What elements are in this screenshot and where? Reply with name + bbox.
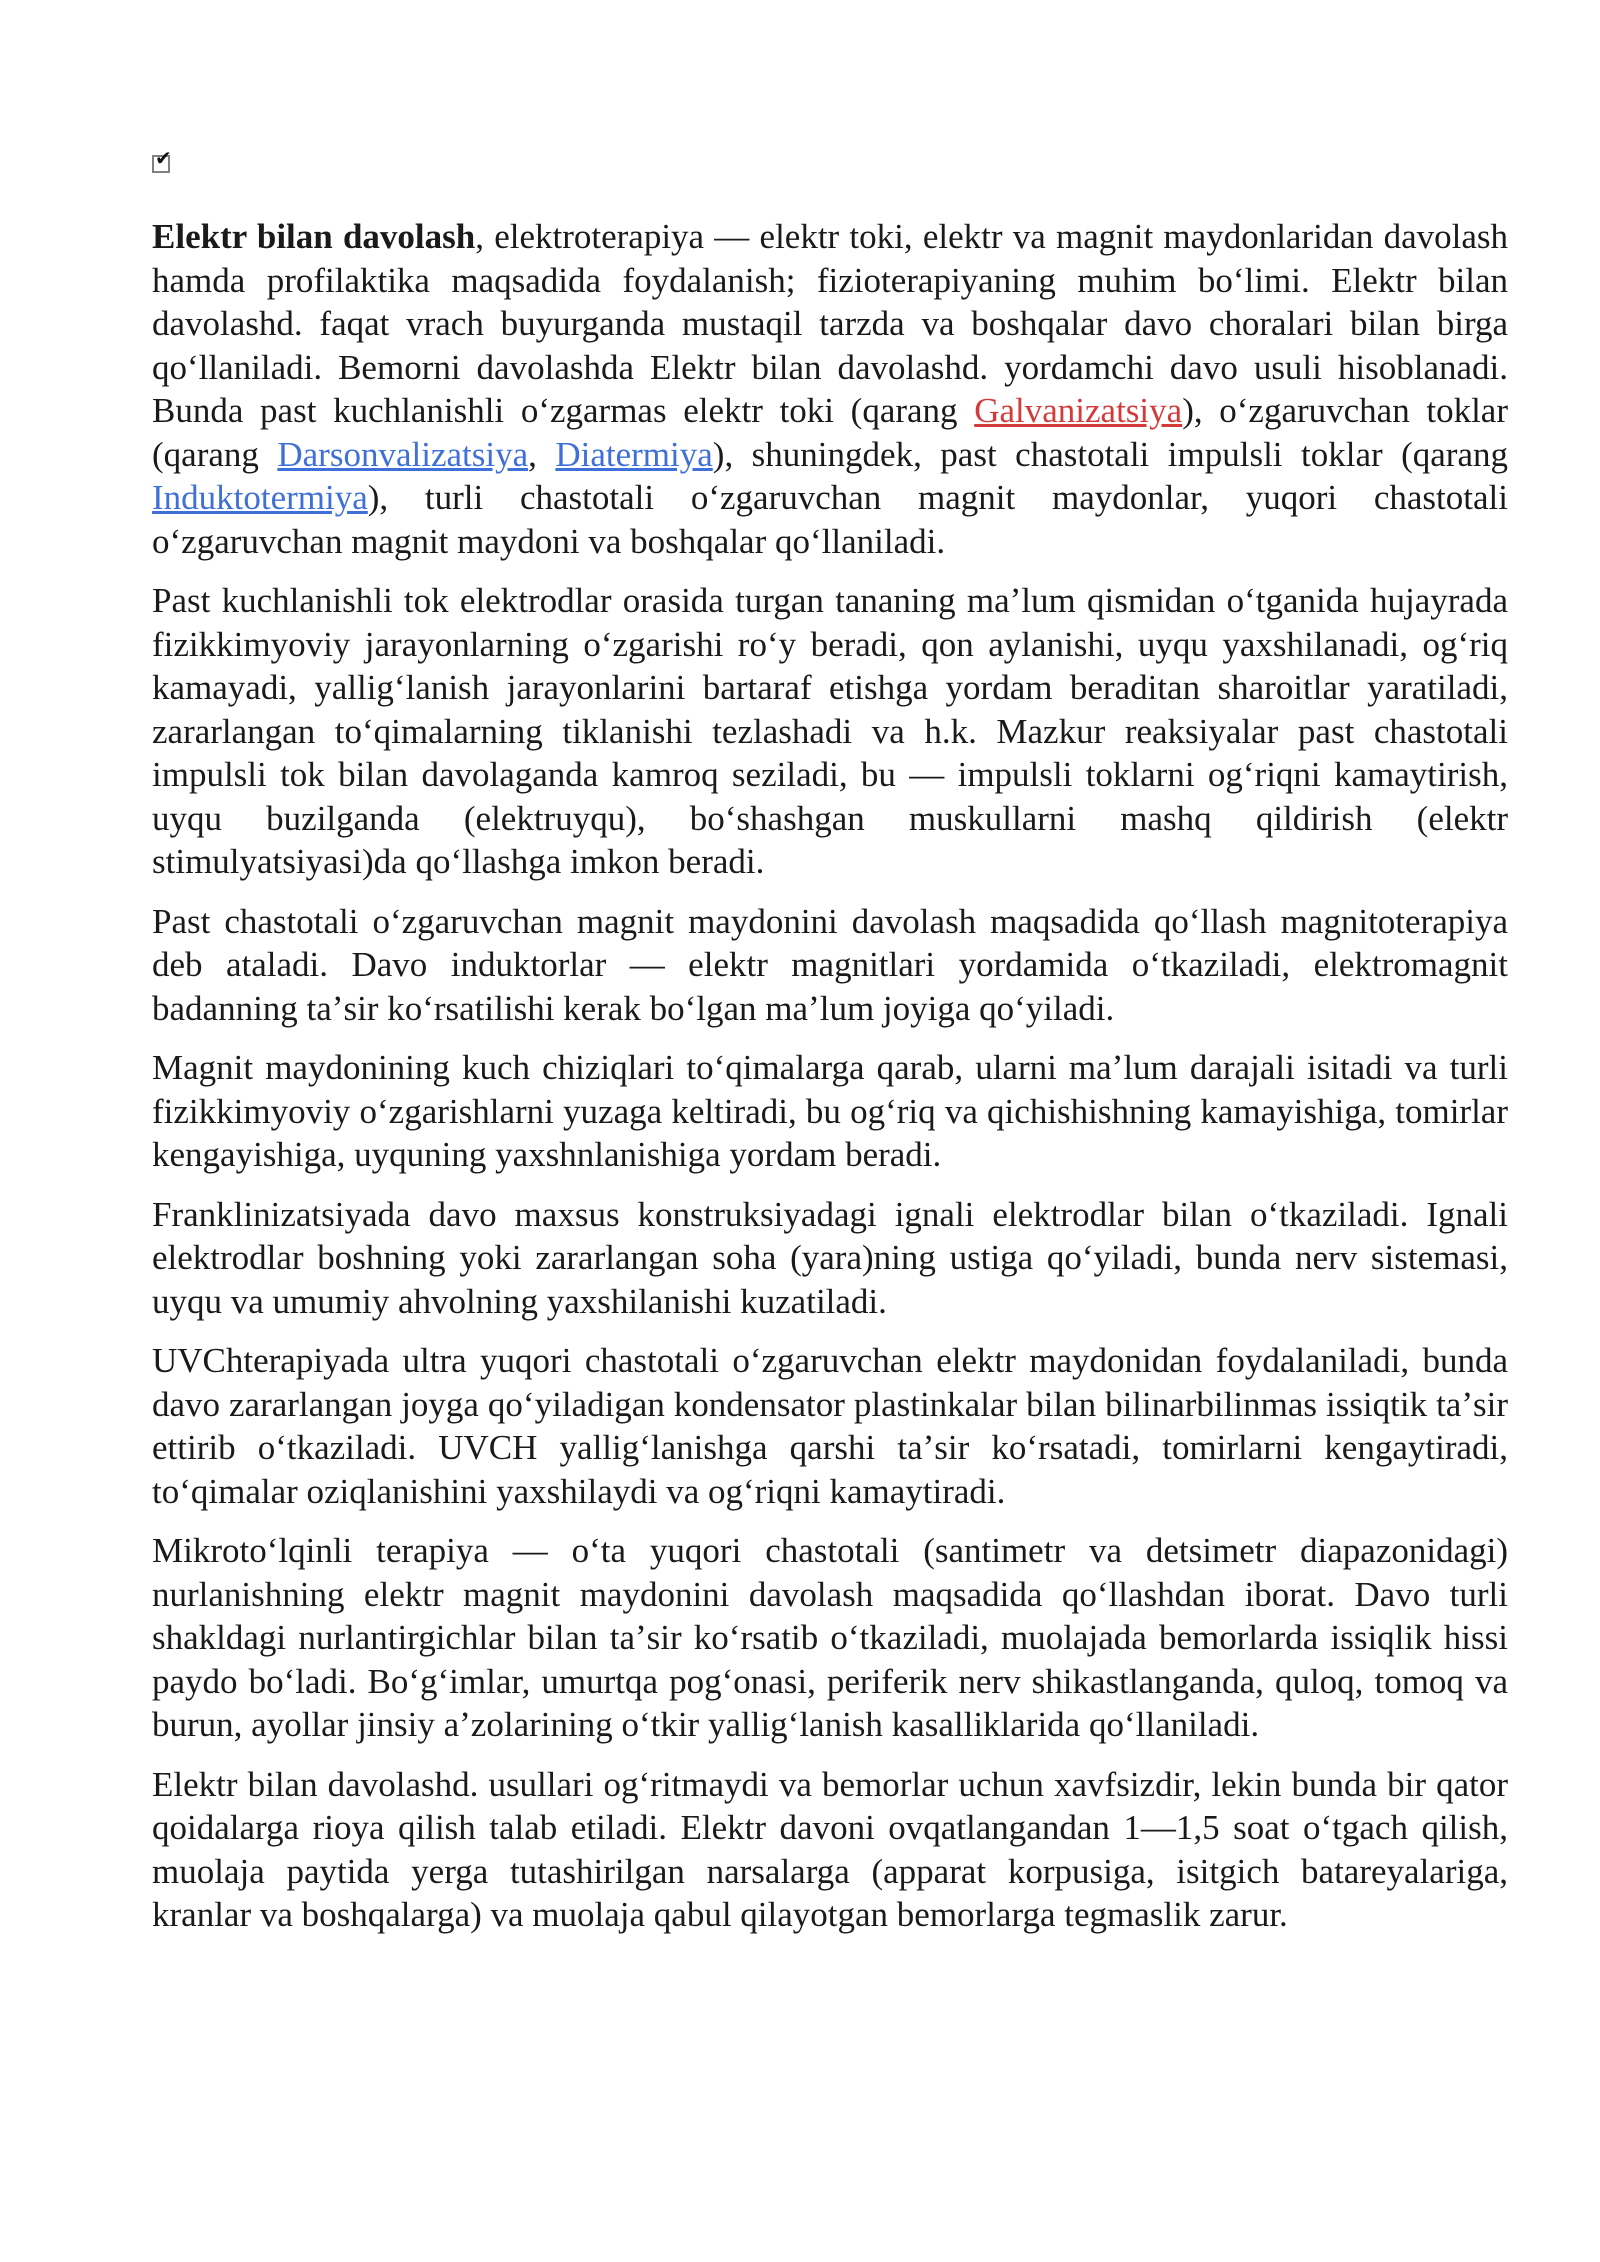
- document-page: [152, 146, 1509, 1953]
- intro-text-3: ,: [528, 434, 556, 474]
- intro-text-1: , elektroterapiya — elektr toki, elektr va magnit maydonlaridan davolash hamda profilaktika maqsadida foydalanish; fizioterapiyaning muhim boʻlimi. Elektr bilan davolashd. faqat vrach buyurganda mustaqil tarzda va boshqalar davo choralari bilan birga qoʻllaniladi. Bemorni davolashda Elektr bilan davolashd. yordamchi davo usuli hisoblanadi. Bunda past kuchlanishli oʻzgarmas elektr toki (qarang: [152, 217, 1509, 430]
- paragraph-3: Past chastotali oʻzgaruvchan magnit maydonini davolash maqsadida qoʻllash magnitoterapiya deb ataladi. Davo induktorlar — elektr magnitlari yordamida oʻtkaziladi, elektromagnit badanning taʼsir koʻrsatilishi kerak boʻlgan maʼlum joyiga qoʻyiladi.: [152, 901, 1508, 1028]
- article-title: Elektr bilan davolash: [152, 217, 476, 256]
- link-galvanizatsiya[interactable]: Galvanizatsiya: [974, 391, 1183, 430]
- paragraph-5: Franklinizatsiyada davo maxsus konstruksiyadagi ignali elektrodlar bilan oʻtkaziladi. Ignali elektrodlar boshning yoki zararlangan soha (yara)ning ustiga qoʻyiladi, bunda nerv sistemasi, uyqu va umumiy ahvolning yaxshilanishi kuzatiladi.: [152, 1194, 1508, 1321]
- paragraph-7: Mikrotoʻlqinli terapiya — oʻta yuqori chastotali (santimetr va detsimetr diapazonidagi) nurlanishning elektr magnit maydonini davolash maqsadida qoʻllashdan iborat. Davo turli shakldagi nurlantirgichlar bilan taʼsir koʻrsatib oʻtkaziladi, muolajada bemorlarda issiqlik hissi paydo boʻladi. Boʻgʻimlar, umurtqa pogʻonasi, periferik nerv shikastlanganda, quloq, tomoq va burun, ayollar jinsiy aʼzolarining oʻtkir yalligʻlanish kasalliklarida qoʻllaniladi.: [152, 1531, 1508, 1744]
- link-induktotermiya[interactable]: Induktotermiya: [152, 478, 368, 517]
- link-darsonvalizatsiya[interactable]: Darsonvalizatsiya: [277, 434, 529, 474]
- paragraph-8: Elektr bilan davolashd. usullari ogʻritmaydi va bemorlar uchun xavfsizdir, lekin bunda bir qator qoidalarga rioya qilish talab etiladi. Elektr davoni ovqatlangandan 1—1,5 soat oʻtgach qilish, muolaja paytida yerga tutashirilgan narsalarga (apparat korpusiga, isitgich batareyalariga, kranlar va boshqalarga) va muolaja qabul qilayotgan bemorlarga tegmaslik zarur.: [152, 1764, 1508, 1934]
- paragraph-intro: [152, 215, 1508, 563]
- paragraph-4: Magnit maydonining kuch chiziqlari toʻqimalarga qarab, ularni maʼlum darajali isitadi va turli fizikkimyoviy oʻzgarishlarni yuzaga keltiradi, bu ogʻriq va qichishishning kamayishiga, tomirlar kengayishiga, uyquning yaxshnlanishiga yordam beradi.: [152, 1048, 1508, 1174]
- paragraph-6: UVChterapiyada ultra yuqori chastotali oʻzgaruvchan elektr maydonidan foydalaniladi, bunda davo zararlangan joyga qoʻyiladigan kondensator plastinkalar bilan bilinarbilinmas issiqtik taʼsir ettirib oʻtkaziladi. UVCH yalligʻlanishga qarshi taʼsir koʻrsatadi, tomirlarni kengaytiradi, toʻqimalar oziqlanishini yaxshilaydi va ogʻriqni kamaytiradi.: [152, 1341, 1508, 1511]
- intro-text-5: ), turli chastotali oʻzgaruvchan magnit maydonlar, yuqori chastotali oʻzgaruvchan magnit maydoni va boshqalar qoʻllaniladi.: [152, 478, 1508, 561]
- checkbox-checked-icon[interactable]: ✔: [152, 155, 170, 173]
- intro-text-4: ), shuningdek, past chastotali impulsli toklar (qarang: [712, 434, 1508, 474]
- link-diatermiya[interactable]: Diatermiya: [555, 434, 713, 474]
- paragraph-2: Past kuchlanishli tok elektrodlar orasida turgan tananing maʼlum qismidan oʻtganida hujayrada fizikkimyoviy jarayonlarning oʻzgarishi roʻy beradi, qon aylanishi, uyqu yaxshilanadi, ogʻriq kamayadi, yalligʻlanish jarayonlarini bartaraf etishga yordam beraditan sharoitlar yaratiladi, zararlangan toʻqimalarning tiklanishi tezlashadi va h.k. Mazkur reaksiyalar past chastotali impulsli tok bilan davolaganda kamroq seziladi, bu — impulsli toklarni ogʻriqni kamaytirish, uyqu buzilganda (elektruyqu), boʻshashgan muskullarni mashq qildirish (elektr stimulyatsiyasi)da qoʻllashga imkon beradi.: [152, 581, 1508, 881]
- intro-text-2: ), oʻzgaruvchan toklar (qarang: [152, 391, 1508, 474]
